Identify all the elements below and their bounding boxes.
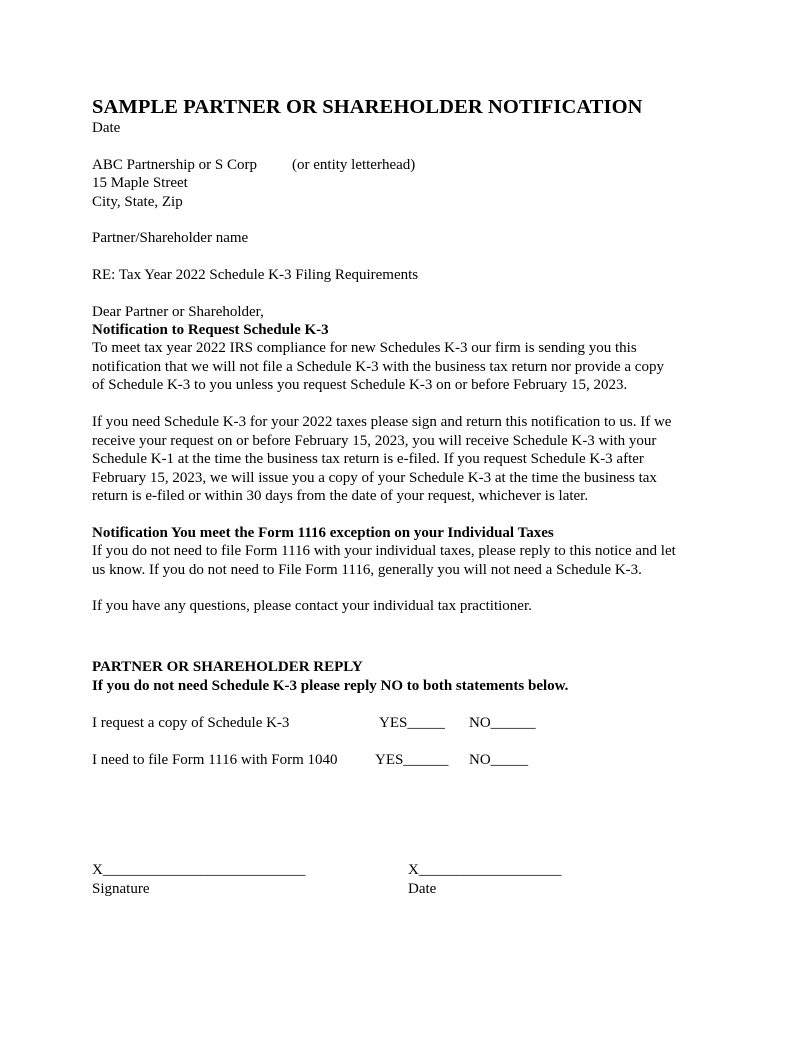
- recipient-name: Partner/Shareholder name: [92, 230, 249, 246]
- statement-form-1116: I need to file Form 1116 with Form 1040: [92, 752, 338, 768]
- section2-paragraph: [92, 542, 720, 579]
- salutation: Dear Partner or Shareholder,: [92, 304, 264, 320]
- paragraph-line: To meet tax year 2022 IRS compliance for new Schedules K-3 our firm is sending you this: [92, 340, 637, 356]
- paragraph-line: return is e-filed or within 30 days from the date of your request, whichever is later.: [92, 488, 589, 504]
- date-signature-label: Date: [408, 881, 437, 897]
- paragraph-line: notification that we will not file a Schedule K-3 with the business tax return nor provide a copy: [92, 358, 664, 375]
- date-signature-line[interactable]: X___________________: [408, 862, 562, 878]
- statement-form-1116-no[interactable]: NO_____: [469, 752, 529, 768]
- statement-request-copy: I request a copy of Schedule K-3: [92, 715, 290, 731]
- sender-city: City, State, Zip: [92, 194, 183, 210]
- paragraph-line: If you do not need to file Form 1116 with your individual taxes, please reply to this notice and let: [92, 543, 676, 559]
- reply-heading: PARTNER OR SHAREHOLDER REPLY: [92, 659, 363, 675]
- reply-instruction: If you do not need Schedule K-3 please reply NO to both statements below.: [92, 678, 569, 694]
- date-label: Date: [92, 120, 121, 136]
- paragraph-2: [92, 413, 720, 506]
- paragraph-line: Schedule K-1 at the time the business tax return is e-filed. If you request Schedule K-3 after: [92, 451, 644, 467]
- sender-name: ABC Partnership or S Corp: [92, 157, 257, 173]
- paragraph-line: receive your request on or before February 15, 2023, you will receive Schedule K-3 with your: [92, 432, 657, 449]
- section2-heading: Notification You meet the Form 1116 exception on your Individual Taxes: [92, 525, 554, 541]
- statement-request-copy-no[interactable]: NO______: [469, 715, 536, 731]
- signature-label: Signature: [92, 881, 150, 897]
- paragraph-line: If you need Schedule K-3 for your 2022 taxes please sign and return this notification to us. If we: [92, 414, 672, 430]
- questions-line: If you have any questions, please contact your individual tax practitioner.: [92, 598, 532, 614]
- document-title: SAMPLE PARTNER OR SHAREHOLDER NOTIFICATION: [92, 96, 643, 118]
- paragraph-line: of Schedule K-3 to you unless you request Schedule K-3 on or before February 15, 2023.: [92, 377, 628, 393]
- section1-paragraph: [92, 339, 720, 395]
- sender-street: 15 Maple Street: [92, 175, 188, 191]
- statement-request-copy-yes[interactable]: YES_____: [379, 715, 445, 731]
- re-line: RE: Tax Year 2022 Schedule K-3 Filing Requirements: [92, 267, 419, 283]
- signature-line[interactable]: X___________________________: [92, 862, 306, 878]
- letterhead-note: (or entity letterhead): [292, 157, 416, 173]
- paragraph-line: February 15, 2023, we will issue you a copy of your Schedule K-3 at the time the business tax: [92, 469, 657, 486]
- section1-heading: Notification to Request Schedule K-3: [92, 322, 329, 338]
- statement-form-1116-yes[interactable]: YES______: [375, 752, 449, 768]
- paragraph-line: us know. If you do not need to File Form 1116, generally you will not need a Schedule K-3.: [92, 561, 642, 578]
